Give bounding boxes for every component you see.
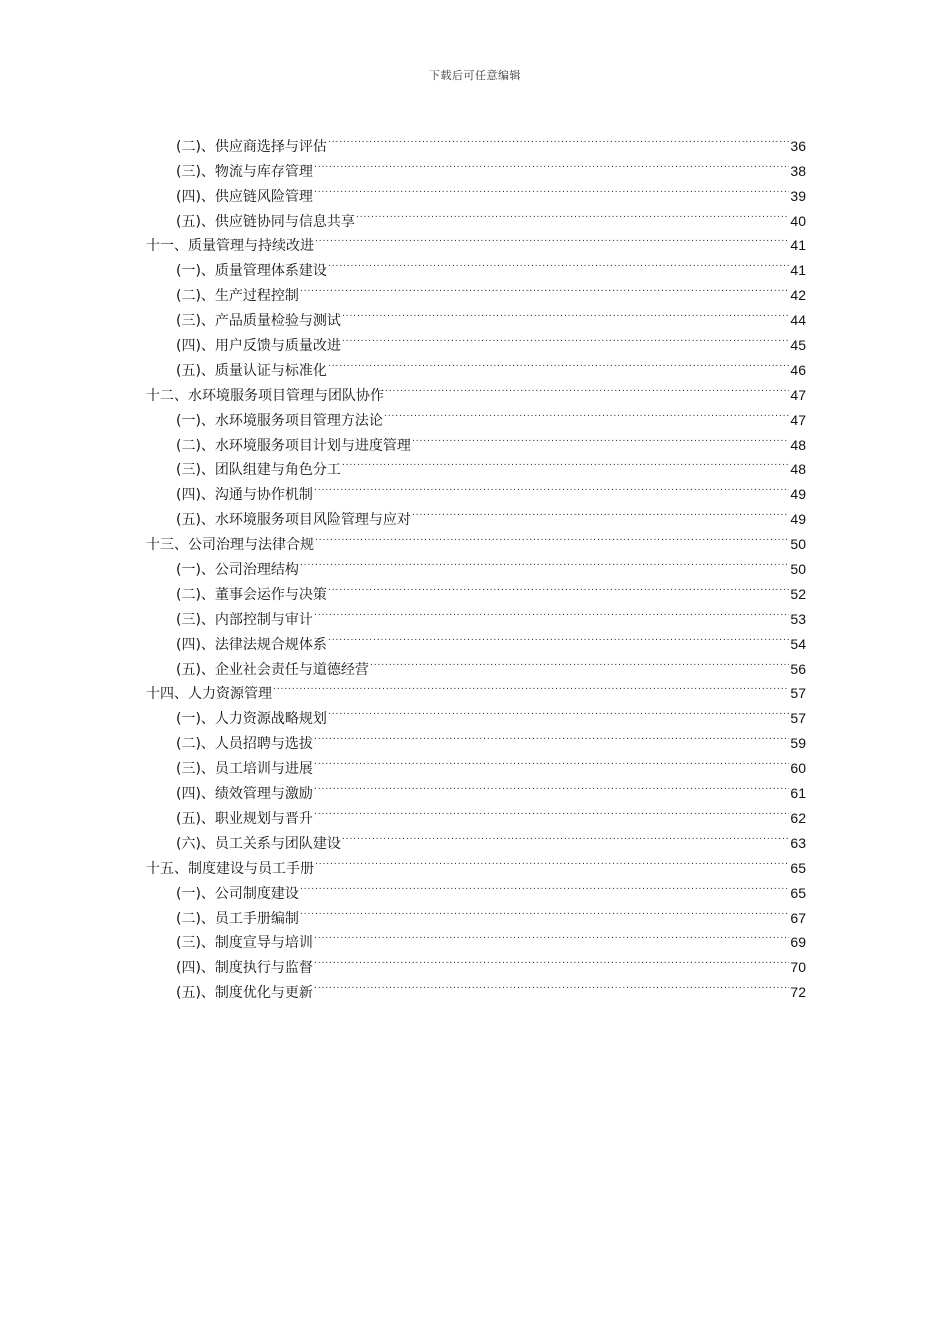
toc-entry-page-number: 47 — [790, 386, 806, 403]
toc-dot-leader — [314, 773, 789, 798]
toc-entry-page-number: 40 — [790, 212, 806, 229]
page-header: 下载后可任意编辑 — [429, 69, 521, 82]
toc-entry-title: (一)、公司制度建设 — [176, 885, 299, 902]
toc-dot-leader — [314, 972, 789, 997]
toc-dot-leader — [314, 599, 789, 624]
toc-entry-title: (四)、法律法规合规体系 — [176, 636, 327, 653]
toc-dot-leader — [328, 624, 789, 649]
toc-dot-leader — [370, 649, 789, 674]
toc-dot-leader — [356, 201, 789, 226]
toc-entry-page-number: 49 — [790, 511, 806, 528]
toc-dot-leader — [300, 898, 789, 923]
toc-dot-leader — [342, 300, 789, 325]
toc-entry-title: (三)、内部控制与审计 — [176, 611, 313, 628]
toc-entry-page-number: 62 — [790, 809, 806, 826]
toc-dot-leader — [315, 524, 789, 549]
toc-dot-leader — [314, 176, 789, 201]
toc-entry-title: (三)、员工培训与进展 — [176, 761, 313, 778]
toc-entry-page-number: 70 — [790, 959, 806, 976]
toc-dot-leader — [300, 873, 789, 898]
toc-entry-page-number: 49 — [790, 486, 806, 503]
toc-dot-leader — [273, 674, 789, 699]
toc-entry-page-number: 50 — [790, 536, 806, 553]
toc-entry-page-number: 57 — [790, 710, 806, 727]
toc-entry-title: (四)、绩效管理与激励 — [176, 786, 313, 803]
toc-dot-leader — [314, 723, 789, 748]
toc-entry-title: 十三、公司治理与法律合规 — [146, 537, 314, 554]
toc-dot-leader — [314, 151, 789, 176]
toc-dot-leader — [300, 275, 789, 300]
toc-dot-leader — [342, 823, 789, 848]
toc-dot-leader — [314, 923, 789, 948]
toc-dot-leader — [342, 325, 789, 350]
toc-entry-title: (三)、制度宣导与培训 — [176, 935, 313, 952]
toc-entry-title: (三)、团队组建与角色分工 — [176, 462, 341, 479]
toc-entry-title: (四)、制度执行与监督 — [176, 960, 313, 977]
toc-entry-page-number: 48 — [790, 461, 806, 478]
toc-entry-page-number: 47 — [790, 411, 806, 428]
toc-entry-title: (四)、供应链风险管理 — [176, 188, 313, 205]
toc-entry-page-number: 41 — [790, 237, 806, 254]
toc-entry-title: (一)、人力资源战略规划 — [176, 711, 327, 728]
toc-entry-page-number: 45 — [790, 337, 806, 354]
toc-dot-leader — [385, 375, 789, 400]
toc-entry-page-number: 56 — [790, 660, 806, 677]
toc-entry-title: (五)、水环境服务项目风险管理与应对 — [176, 512, 411, 529]
toc-dot-leader — [412, 499, 789, 524]
toc-entry-page-number: 63 — [790, 834, 806, 851]
toc-entry-title: (四)、沟通与协作机制 — [176, 487, 313, 504]
toc-dot-leader — [315, 226, 789, 251]
toc-entry-page-number: 65 — [790, 884, 806, 901]
toc-entry-title: 十四、人力资源管理 — [146, 686, 272, 703]
toc-entry-title: (二)、水环境服务项目计划与进度管理 — [176, 437, 411, 454]
toc-entry-title: (二)、员工手册编制 — [176, 910, 299, 927]
toc-entry-page-number: 39 — [790, 187, 806, 204]
toc-entry-page-number: 69 — [790, 934, 806, 951]
toc-entry-page-number: 52 — [790, 585, 806, 602]
toc-dot-leader — [315, 848, 789, 873]
toc-entry-title: (一)、质量管理体系建设 — [176, 263, 327, 280]
toc-entry-title: (五)、供应链协同与信息共享 — [176, 213, 355, 230]
toc-entry-title: (五)、制度优化与更新 — [176, 985, 313, 1002]
toc-entry-title: (三)、物流与库存管理 — [176, 163, 313, 180]
toc-entry-page-number: 60 — [790, 760, 806, 777]
toc-dot-leader — [328, 250, 789, 275]
toc-entry-page-number: 53 — [790, 610, 806, 627]
toc-entry-page-number: 57 — [790, 685, 806, 702]
toc-entry-page-number: 36 — [790, 137, 806, 154]
toc-entry-page-number: 50 — [790, 561, 806, 578]
toc-dot-leader — [384, 400, 789, 425]
toc-entry-title: (二)、供应商选择与评估 — [176, 138, 327, 155]
toc-entry-page-number: 65 — [790, 859, 806, 876]
toc-entry-page-number: 44 — [790, 312, 806, 329]
toc-entry-title: (三)、产品质量检验与测试 — [176, 313, 341, 330]
toc-dot-leader — [328, 574, 789, 599]
toc-entry-title: (四)、用户反馈与质量改进 — [176, 338, 341, 355]
toc-entry-title: (二)、生产过程控制 — [176, 288, 299, 305]
toc-entry-page-number: 38 — [790, 162, 806, 179]
toc-dot-leader — [314, 798, 789, 823]
toc-dot-leader — [412, 425, 789, 450]
table-of-contents — [146, 126, 806, 1002]
toc-entry-title: (二)、人员招聘与选拔 — [176, 736, 313, 753]
toc-dot-leader — [314, 947, 789, 972]
toc-dot-leader — [314, 474, 789, 499]
toc-entry-title: (二)、董事会运作与决策 — [176, 586, 327, 603]
toc-entry-page-number: 67 — [790, 909, 806, 926]
toc-entry-title: 十五、制度建设与员工手册 — [146, 860, 314, 877]
toc-entry-title: (一)、公司治理结构 — [176, 562, 299, 579]
toc-entry-page-number: 54 — [790, 635, 806, 652]
toc-entry[interactable] — [146, 126, 806, 155]
toc-entry-page-number: 48 — [790, 436, 806, 453]
toc-entry-title: (六)、员工关系与团队建设 — [176, 835, 341, 852]
toc-entry-page-number: 61 — [790, 785, 806, 802]
toc-entry-title: (一)、水环境服务项目管理方法论 — [176, 412, 383, 429]
toc-dot-leader — [314, 748, 789, 773]
toc-entry-title: 十一、质量管理与持续改进 — [146, 238, 314, 255]
toc-entry-page-number: 42 — [790, 287, 806, 304]
toc-dot-leader — [300, 549, 789, 574]
toc-dot-leader — [342, 450, 789, 475]
toc-entry-page-number: 41 — [790, 262, 806, 279]
toc-entry-title: (五)、企业社会责任与道德经营 — [176, 661, 369, 678]
toc-dot-leader — [328, 126, 789, 151]
toc-dot-leader — [328, 350, 789, 375]
toc-entry-title: 十二、水环境服务项目管理与团队协作 — [146, 387, 384, 404]
toc-entry-page-number: 59 — [790, 735, 806, 752]
toc-entry-page-number: 46 — [790, 361, 806, 378]
toc-entry-title: (五)、职业规划与晋升 — [176, 810, 313, 827]
toc-entry-page-number: 72 — [790, 984, 806, 1001]
toc-entry-title: (五)、质量认证与标准化 — [176, 362, 327, 379]
toc-dot-leader — [328, 698, 789, 723]
